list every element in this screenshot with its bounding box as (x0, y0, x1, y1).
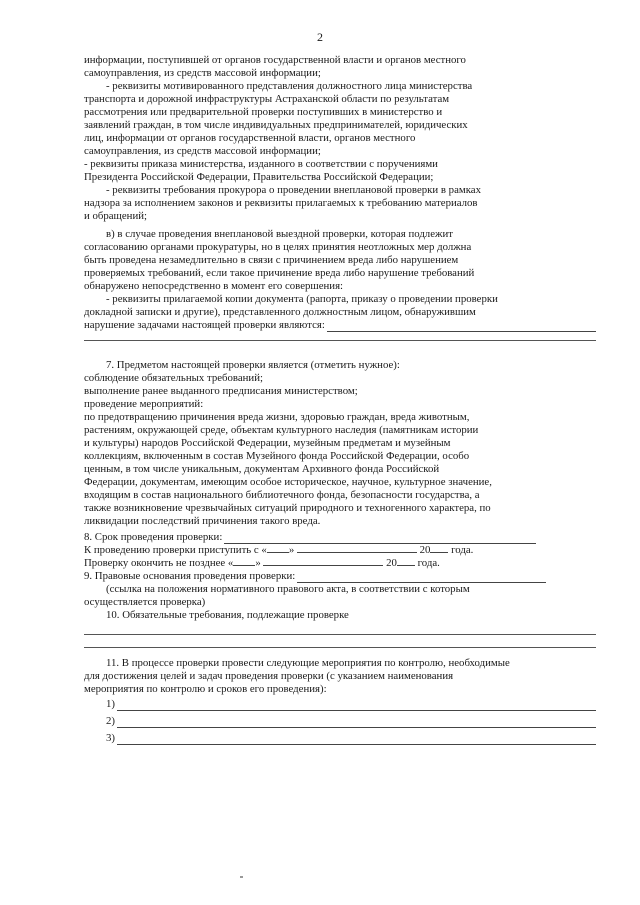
text-line: рассмотрения или предварительной проверки поступивших в министерство и (84, 106, 443, 118)
text-line: входящим в состав национального библиотечного фонда, безопасности государства, а (84, 489, 480, 501)
text-line: соблюдение обязательных требований; (84, 372, 263, 384)
page-number: 2 (317, 30, 323, 44)
fill-row (84, 570, 596, 583)
month-field[interactable] (297, 552, 417, 553)
item-number: 3) (106, 732, 115, 744)
text-line: осуществляется проверка) (84, 596, 206, 608)
text-line: Президента Российской Федерации, Правительства Российской Федерации; (84, 171, 434, 183)
text-line: и культуры) народов Российской Федерации, музейным предметам и музейным (84, 437, 451, 449)
fill-line[interactable] (117, 734, 596, 745)
text-line (84, 293, 596, 306)
fill-line[interactable] (297, 572, 546, 583)
text-fragment: К проведению проверки приступить с « (84, 544, 267, 556)
text-line: проверяемых требований, если такое причинение вреда либо нарушение требований (84, 267, 475, 279)
document-body (84, 54, 596, 745)
fill-row (84, 531, 596, 544)
section-heading: 7. Предметом настоящей проверки является (отметить нужное): (106, 359, 400, 371)
day-field[interactable] (233, 565, 255, 566)
text-fragment: » (255, 557, 261, 569)
text-fragment: » (288, 544, 295, 556)
text-line: Федерации, документам, имеющим особое историческое, научное, культурное значение, (84, 476, 492, 488)
text-line: также возникновение чрезвычайных ситуаций природного и техногенного характера, по (84, 502, 491, 514)
fill-row (84, 319, 596, 332)
scan-speck (240, 876, 243, 878)
fill-line[interactable] (224, 533, 536, 544)
text-fragment: - реквизиты прилагаемой копии документа (рапорта, (106, 293, 349, 305)
item-number: 1) (106, 698, 115, 710)
text-line: нарушение задачами настоящей проверки являются: (84, 319, 325, 331)
text-line: выполнение ранее выданного предписания министерством; (84, 385, 358, 397)
date-start-line (84, 544, 596, 557)
list-item (84, 698, 596, 711)
fill-line[interactable] (117, 717, 596, 728)
text-line: лиц, информации от органов государственной власти, органов местного (84, 132, 416, 144)
text-line: транспорта и дорожной инфраструктуры Астраханской области по результатам (84, 93, 450, 105)
date-end-line (84, 557, 596, 570)
section-heading: 10. Обязательные требования, подлежащие проверке (106, 609, 349, 621)
text-line: самоуправления, из средств массовой информации; (84, 67, 321, 79)
text-line: по предотвращению причинения вреда жизни, здоровью граждан, вреда животным, (84, 411, 470, 423)
text-line: обнаружено непосредственно в момент его совершения: (84, 280, 344, 292)
text-line: проведение мероприятий: (84, 398, 204, 410)
text-line: - реквизиты мотивированного представления должностного лица министерства (106, 80, 473, 92)
text-line: быть проведена незамедлительно в связи с причинением вреда либо нарушением (84, 254, 459, 266)
text-fragment: года. (451, 544, 474, 556)
text-line: и обращений; (84, 210, 147, 222)
year-field[interactable] (397, 565, 415, 566)
section-heading: 8. Срок проведения проверки: (84, 531, 223, 543)
text-line: информации, поступившей от органов государственной власти и органов местного (84, 54, 466, 66)
day-field[interactable] (267, 552, 289, 553)
text-line: - реквизиты приказа министерства, изданного в соответствии с поручениями (84, 158, 438, 170)
year-field[interactable] (430, 552, 448, 553)
text-line: для достижения целей и задач проведения проверки (с указанием наименования (84, 670, 454, 682)
text-line: - реквизиты требования прокурора о проведении внеплановой проверки в рамках (106, 184, 481, 196)
text-line: заявлений граждан, в том числе индивидуальных предпринимателей, юридических (84, 119, 468, 131)
text-fragment: года. (417, 557, 440, 569)
text-line: растениям, окружающей среде, объектам культурного наследия (памятникам истории (84, 424, 479, 436)
text-line: согласованию органами прокуратуры, но в целях принятия неотложных мер должна (84, 241, 472, 253)
text-fragment: 20 (419, 544, 431, 556)
text-line: докладной записки и другие), представленного должностным лицом, обнаружившим (84, 306, 476, 318)
text-line: ценным, в том числе уникальным, документам Архивного фонда Российской (84, 463, 440, 475)
text-line: (ссылка на положения нормативного правового акта, в соответствии с которым (106, 583, 470, 595)
text-line: ликвидации последствий причинения такого вреда. (84, 515, 321, 527)
text-fragment: 20 (386, 557, 397, 569)
month-field[interactable] (263, 565, 383, 566)
fill-line[interactable] (117, 700, 596, 711)
text-line: надзора за исполнением законов и реквизиты прилагаемых к требованию материалов (84, 197, 478, 209)
list-item (84, 732, 596, 745)
text-fragment: Проверку окончить не позднее « (84, 557, 234, 569)
text-line: коллекциям, включенным в состав Музейного фонда Российской Федерации, особо (84, 450, 470, 462)
list-item (84, 715, 596, 728)
fill-line[interactable] (84, 634, 596, 635)
text-line: самоуправления, из средств массовой информации; (84, 145, 321, 157)
text-line: мероприятия по контролю и сроков его проведения): (84, 683, 327, 695)
section-heading: 11. В процессе проверки провести следующие мероприятия по контролю, необходимые (106, 657, 510, 669)
section-heading: 9. Правовые основания проведения проверки: (84, 570, 296, 582)
item-number: 2) (106, 715, 115, 727)
fill-line[interactable] (327, 321, 596, 332)
text-line: в) в случае проведения внеплановой выездной проверки, которая подлежит (106, 228, 453, 240)
text-fragment: приказу о проведении проверки (351, 293, 498, 305)
